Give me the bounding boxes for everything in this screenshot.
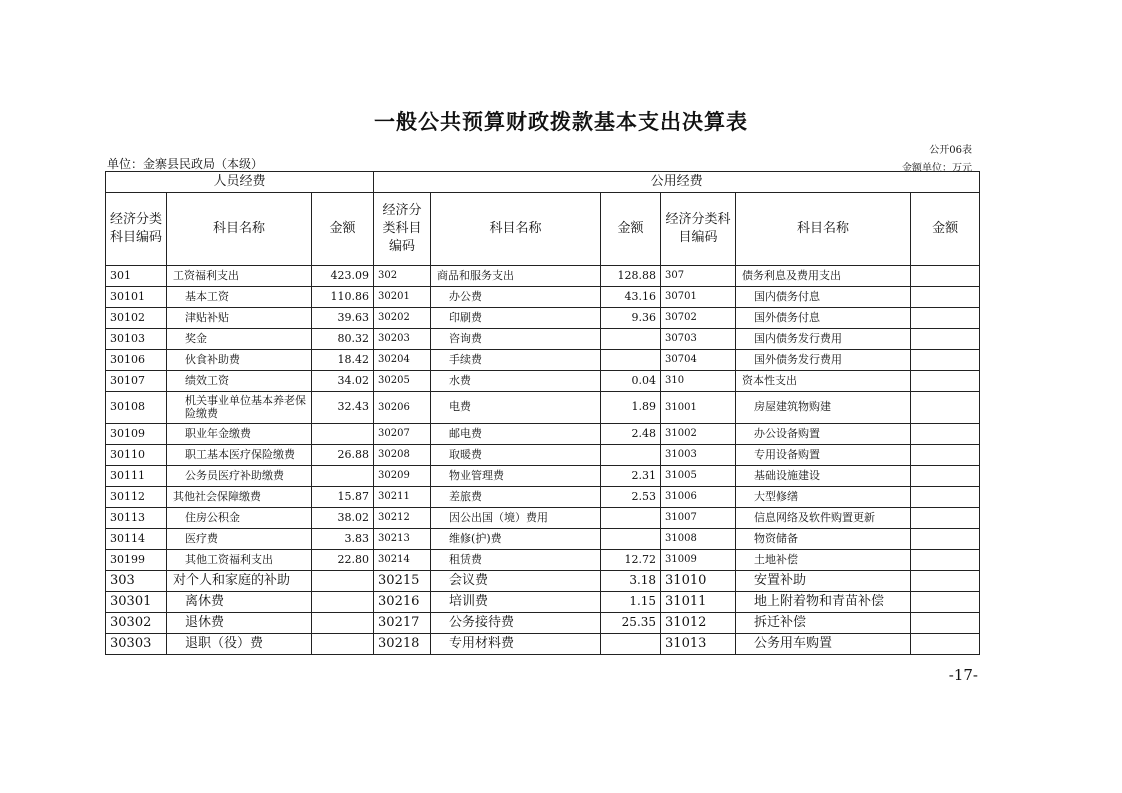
cell-name-left: 机关事业单位基本养老保险缴费: [167, 392, 312, 424]
cell-amount-left: 15.87: [312, 487, 374, 508]
cell-code-right: 31013: [661, 634, 736, 655]
cell-code-right: 31001: [661, 392, 736, 424]
amount-unit: 金额单位：万元: [902, 163, 972, 174]
cell-amount-right: [911, 613, 980, 634]
cell-name-left: 其他工资福利支出: [167, 550, 312, 571]
cell-name-left: 对个人和家庭的补助: [167, 571, 312, 592]
cell-amount-left: [312, 424, 374, 445]
cell-name-left: 奖金: [167, 329, 312, 350]
cell-amount-mid: 128.88: [601, 266, 661, 287]
expenditure-table: [105, 171, 980, 655]
cell-code-mid: 30204: [374, 350, 431, 371]
cell-name-right: 国外债务发行费用: [736, 350, 911, 371]
cell-amount-left: [312, 466, 374, 487]
cell-name-mid: 取暖费: [431, 445, 601, 466]
cell-name-right: 公务用车购置: [736, 634, 911, 655]
table-row: [106, 487, 980, 508]
cell-code-left: 30109: [106, 424, 167, 445]
cell-code-right: 307: [661, 266, 736, 287]
cell-code-left: 30103: [106, 329, 167, 350]
cell-code-left: 30113: [106, 508, 167, 529]
cell-name-left: 工资福利支出: [167, 266, 312, 287]
cell-amount-right: [911, 592, 980, 613]
cell-name-right: 信息网络及软件购置更新: [736, 508, 911, 529]
cell-name-left: 伙食补助费: [167, 350, 312, 371]
cell-code-mid: 30201: [374, 287, 431, 308]
cell-amount-mid: [601, 329, 661, 350]
cell-code-right: 31008: [661, 529, 736, 550]
cell-name-mid: 水费: [431, 371, 601, 392]
table-row: [106, 634, 980, 655]
header-amount-mid: 金额: [601, 193, 661, 266]
header-name-right: 科目名称: [736, 193, 911, 266]
cell-name-mid: 培训费: [431, 592, 601, 613]
cell-name-left: 公务员医疗补助缴费: [167, 466, 312, 487]
cell-code-right: 30702: [661, 308, 736, 329]
cell-code-mid: 30208: [374, 445, 431, 466]
cell-amount-mid: 1.15: [601, 592, 661, 613]
cell-code-right: 31011: [661, 592, 736, 613]
cell-code-right: 31012: [661, 613, 736, 634]
cell-amount-right: [911, 308, 980, 329]
cell-amount-right: [911, 424, 980, 445]
table-row: [106, 329, 980, 350]
cell-name-mid: 因公出国（境）费用: [431, 508, 601, 529]
table-row: [106, 466, 980, 487]
cell-code-right: 310: [661, 371, 736, 392]
cell-code-right: 31002: [661, 424, 736, 445]
cell-code-left: 30102: [106, 308, 167, 329]
cell-amount-left: 32.43: [312, 392, 374, 424]
cell-code-left: 30106: [106, 350, 167, 371]
table-row: [106, 550, 980, 571]
cell-name-mid: 会议费: [431, 571, 601, 592]
table-row: [106, 424, 980, 445]
cell-amount-mid: 2.31: [601, 466, 661, 487]
cell-amount-left: [312, 571, 374, 592]
table-row: [106, 287, 980, 308]
cell-code-left: 30110: [106, 445, 167, 466]
cell-name-left: 离休费: [167, 592, 312, 613]
cell-amount-left: [312, 592, 374, 613]
cell-amount-mid: 2.48: [601, 424, 661, 445]
cell-amount-right: [911, 550, 980, 571]
cell-amount-mid: [601, 445, 661, 466]
cell-name-mid: 租赁费: [431, 550, 601, 571]
cell-amount-right: [911, 350, 980, 371]
page-number: -17-: [948, 666, 978, 684]
cell-name-mid: 咨询费: [431, 329, 601, 350]
cell-code-mid: 30211: [374, 487, 431, 508]
cell-amount-mid: 0.04: [601, 371, 661, 392]
cell-code-left: 30101: [106, 287, 167, 308]
cell-code-right: 31005: [661, 466, 736, 487]
cell-amount-mid: 9.36: [601, 308, 661, 329]
cell-name-left: 住房公积金: [167, 508, 312, 529]
cell-code-left: 30302: [106, 613, 167, 634]
table-row: [106, 529, 980, 550]
cell-code-left: 30303: [106, 634, 167, 655]
cell-code-mid: 30216: [374, 592, 431, 613]
cell-amount-mid: 3.18: [601, 571, 661, 592]
table-row: [106, 445, 980, 466]
cell-amount-left: 39.63: [312, 308, 374, 329]
cell-code-left: 30108: [106, 392, 167, 424]
cell-amount-right: [911, 466, 980, 487]
cell-amount-right: [911, 266, 980, 287]
cell-name-left: 退职（役）费: [167, 634, 312, 655]
cell-name-mid: 办公费: [431, 287, 601, 308]
cell-code-mid: 30213: [374, 529, 431, 550]
header-code-mid: 经济分类科目编码: [374, 193, 431, 266]
cell-code-right: 30701: [661, 287, 736, 308]
cell-amount-left: 80.32: [312, 329, 374, 350]
cell-name-right: 国内债务付息: [736, 287, 911, 308]
cell-amount-right: [911, 571, 980, 592]
header-name-mid: 科目名称: [431, 193, 601, 266]
cell-amount-left: 22.80: [312, 550, 374, 571]
table-row: [106, 308, 980, 329]
cell-code-right: 30703: [661, 329, 736, 350]
cell-code-right: 31009: [661, 550, 736, 571]
table-row: [106, 592, 980, 613]
cell-code-left: 30111: [106, 466, 167, 487]
cell-amount-left: 26.88: [312, 445, 374, 466]
cell-name-mid: 电费: [431, 392, 601, 424]
cell-name-mid: 手续费: [431, 350, 601, 371]
cell-code-left: 30114: [106, 529, 167, 550]
header-amount-right: 金额: [911, 193, 980, 266]
cell-amount-left: [312, 613, 374, 634]
cell-amount-right: [911, 329, 980, 350]
table-row: [106, 508, 980, 529]
cell-code-right: 31003: [661, 445, 736, 466]
cell-name-right: 拆迁补偿: [736, 613, 911, 634]
table-row: [106, 613, 980, 634]
cell-code-left: 301: [106, 266, 167, 287]
cell-amount-mid: 43.16: [601, 287, 661, 308]
cell-name-left: 职工基本医疗保险缴费: [167, 445, 312, 466]
cell-amount-right: [911, 634, 980, 655]
cell-amount-left: [312, 634, 374, 655]
cell-amount-mid: [601, 634, 661, 655]
cell-amount-left: 423.09: [312, 266, 374, 287]
cell-name-right: 办公设备购置: [736, 424, 911, 445]
header-code-right: 经济分类科目编码: [661, 193, 736, 266]
cell-name-left: 其他社会保障缴费: [167, 487, 312, 508]
cell-amount-mid: 1.89: [601, 392, 661, 424]
cell-name-right: 债务利息及费用支出: [736, 266, 911, 287]
header-name-left: 科目名称: [167, 193, 312, 266]
column-header-row: [106, 193, 980, 266]
cell-name-mid: 公务接待费: [431, 613, 601, 634]
cell-name-right: 专用设备购置: [736, 445, 911, 466]
cell-code-mid: 30212: [374, 508, 431, 529]
cell-amount-left: 38.02: [312, 508, 374, 529]
cell-amount-mid: [601, 350, 661, 371]
cell-code-right: 31006: [661, 487, 736, 508]
cell-name-mid: 专用材料费: [431, 634, 601, 655]
cell-amount-right: [911, 287, 980, 308]
cell-name-left: 医疗费: [167, 529, 312, 550]
cell-name-right: 资本性支出: [736, 371, 911, 392]
cell-code-left: 303: [106, 571, 167, 592]
cell-name-left: 职业年金缴费: [167, 424, 312, 445]
table-row: [106, 350, 980, 371]
header-amount-left: 金额: [312, 193, 374, 266]
cell-amount-left: 3.83: [312, 529, 374, 550]
section-personnel: 人员经费: [106, 172, 374, 193]
cell-code-mid: 30209: [374, 466, 431, 487]
cell-amount-left: 110.86: [312, 287, 374, 308]
cell-code-mid: 30202: [374, 308, 431, 329]
cell-name-right: 国外债务付息: [736, 308, 911, 329]
section-header-row: [106, 172, 980, 193]
cell-name-right: 大型修缮: [736, 487, 911, 508]
cell-amount-right: [911, 508, 980, 529]
cell-name-right: 国内债务发行费用: [736, 329, 911, 350]
cell-code-mid: 30207: [374, 424, 431, 445]
cell-code-left: 30107: [106, 371, 167, 392]
cell-name-mid: 商品和服务支出: [431, 266, 601, 287]
cell-amount-mid: [601, 529, 661, 550]
cell-code-mid: 30203: [374, 329, 431, 350]
table-row: [106, 392, 980, 424]
cell-code-mid: 302: [374, 266, 431, 287]
cell-code-mid: 30214: [374, 550, 431, 571]
cell-amount-right: [911, 529, 980, 550]
cell-name-left: 基本工资: [167, 287, 312, 308]
cell-name-left: 退休费: [167, 613, 312, 634]
cell-name-mid: 物业管理费: [431, 466, 601, 487]
cell-name-right: 地上附着物和青苗补偿: [736, 592, 911, 613]
cell-name-right: 房屋建筑物购建: [736, 392, 911, 424]
cell-code-mid: 30205: [374, 371, 431, 392]
cell-name-left: 绩效工资: [167, 371, 312, 392]
cell-amount-mid: 25.35: [601, 613, 661, 634]
cell-amount-right: [911, 371, 980, 392]
cell-code-mid: 30206: [374, 392, 431, 424]
cell-code-right: 31007: [661, 508, 736, 529]
cell-code-mid: 30218: [374, 634, 431, 655]
cell-code-mid: 30217: [374, 613, 431, 634]
cell-code-left: 30112: [106, 487, 167, 508]
cell-amount-left: 34.02: [312, 371, 374, 392]
cell-amount-left: 18.42: [312, 350, 374, 371]
cell-name-right: 土地补偿: [736, 550, 911, 571]
cell-code-mid: 30215: [374, 571, 431, 592]
cell-name-right: 安置补助: [736, 571, 911, 592]
header-code-left: 经济分类科目编码: [106, 193, 167, 266]
cell-amount-mid: 12.72: [601, 550, 661, 571]
cell-amount-right: [911, 487, 980, 508]
cell-code-left: 30199: [106, 550, 167, 571]
cell-name-right: 基础设施建设: [736, 466, 911, 487]
cell-name-mid: 邮电费: [431, 424, 601, 445]
cell-amount-mid: [601, 508, 661, 529]
section-public: 公用经费: [374, 172, 980, 193]
report-title: 一般公共预算财政拨款基本支出决算表: [374, 109, 748, 134]
cell-code-left: 30301: [106, 592, 167, 613]
cell-name-mid: 维修(护)费: [431, 529, 601, 550]
cell-amount-right: [911, 392, 980, 424]
form-number: 公开06表: [929, 145, 972, 156]
cell-amount-right: [911, 445, 980, 466]
cell-code-right: 31010: [661, 571, 736, 592]
cell-name-right: 物资储备: [736, 529, 911, 550]
cell-name-left: 津贴补贴: [167, 308, 312, 329]
table-row: [106, 371, 980, 392]
cell-code-right: 30704: [661, 350, 736, 371]
cell-name-mid: 印刷费: [431, 308, 601, 329]
cell-amount-mid: 2.53: [601, 487, 661, 508]
unit-label: 单位：金寨县民政局（本级）: [107, 157, 264, 171]
cell-name-mid: 差旅费: [431, 487, 601, 508]
table-row: [106, 571, 980, 592]
table-row: [106, 266, 980, 287]
